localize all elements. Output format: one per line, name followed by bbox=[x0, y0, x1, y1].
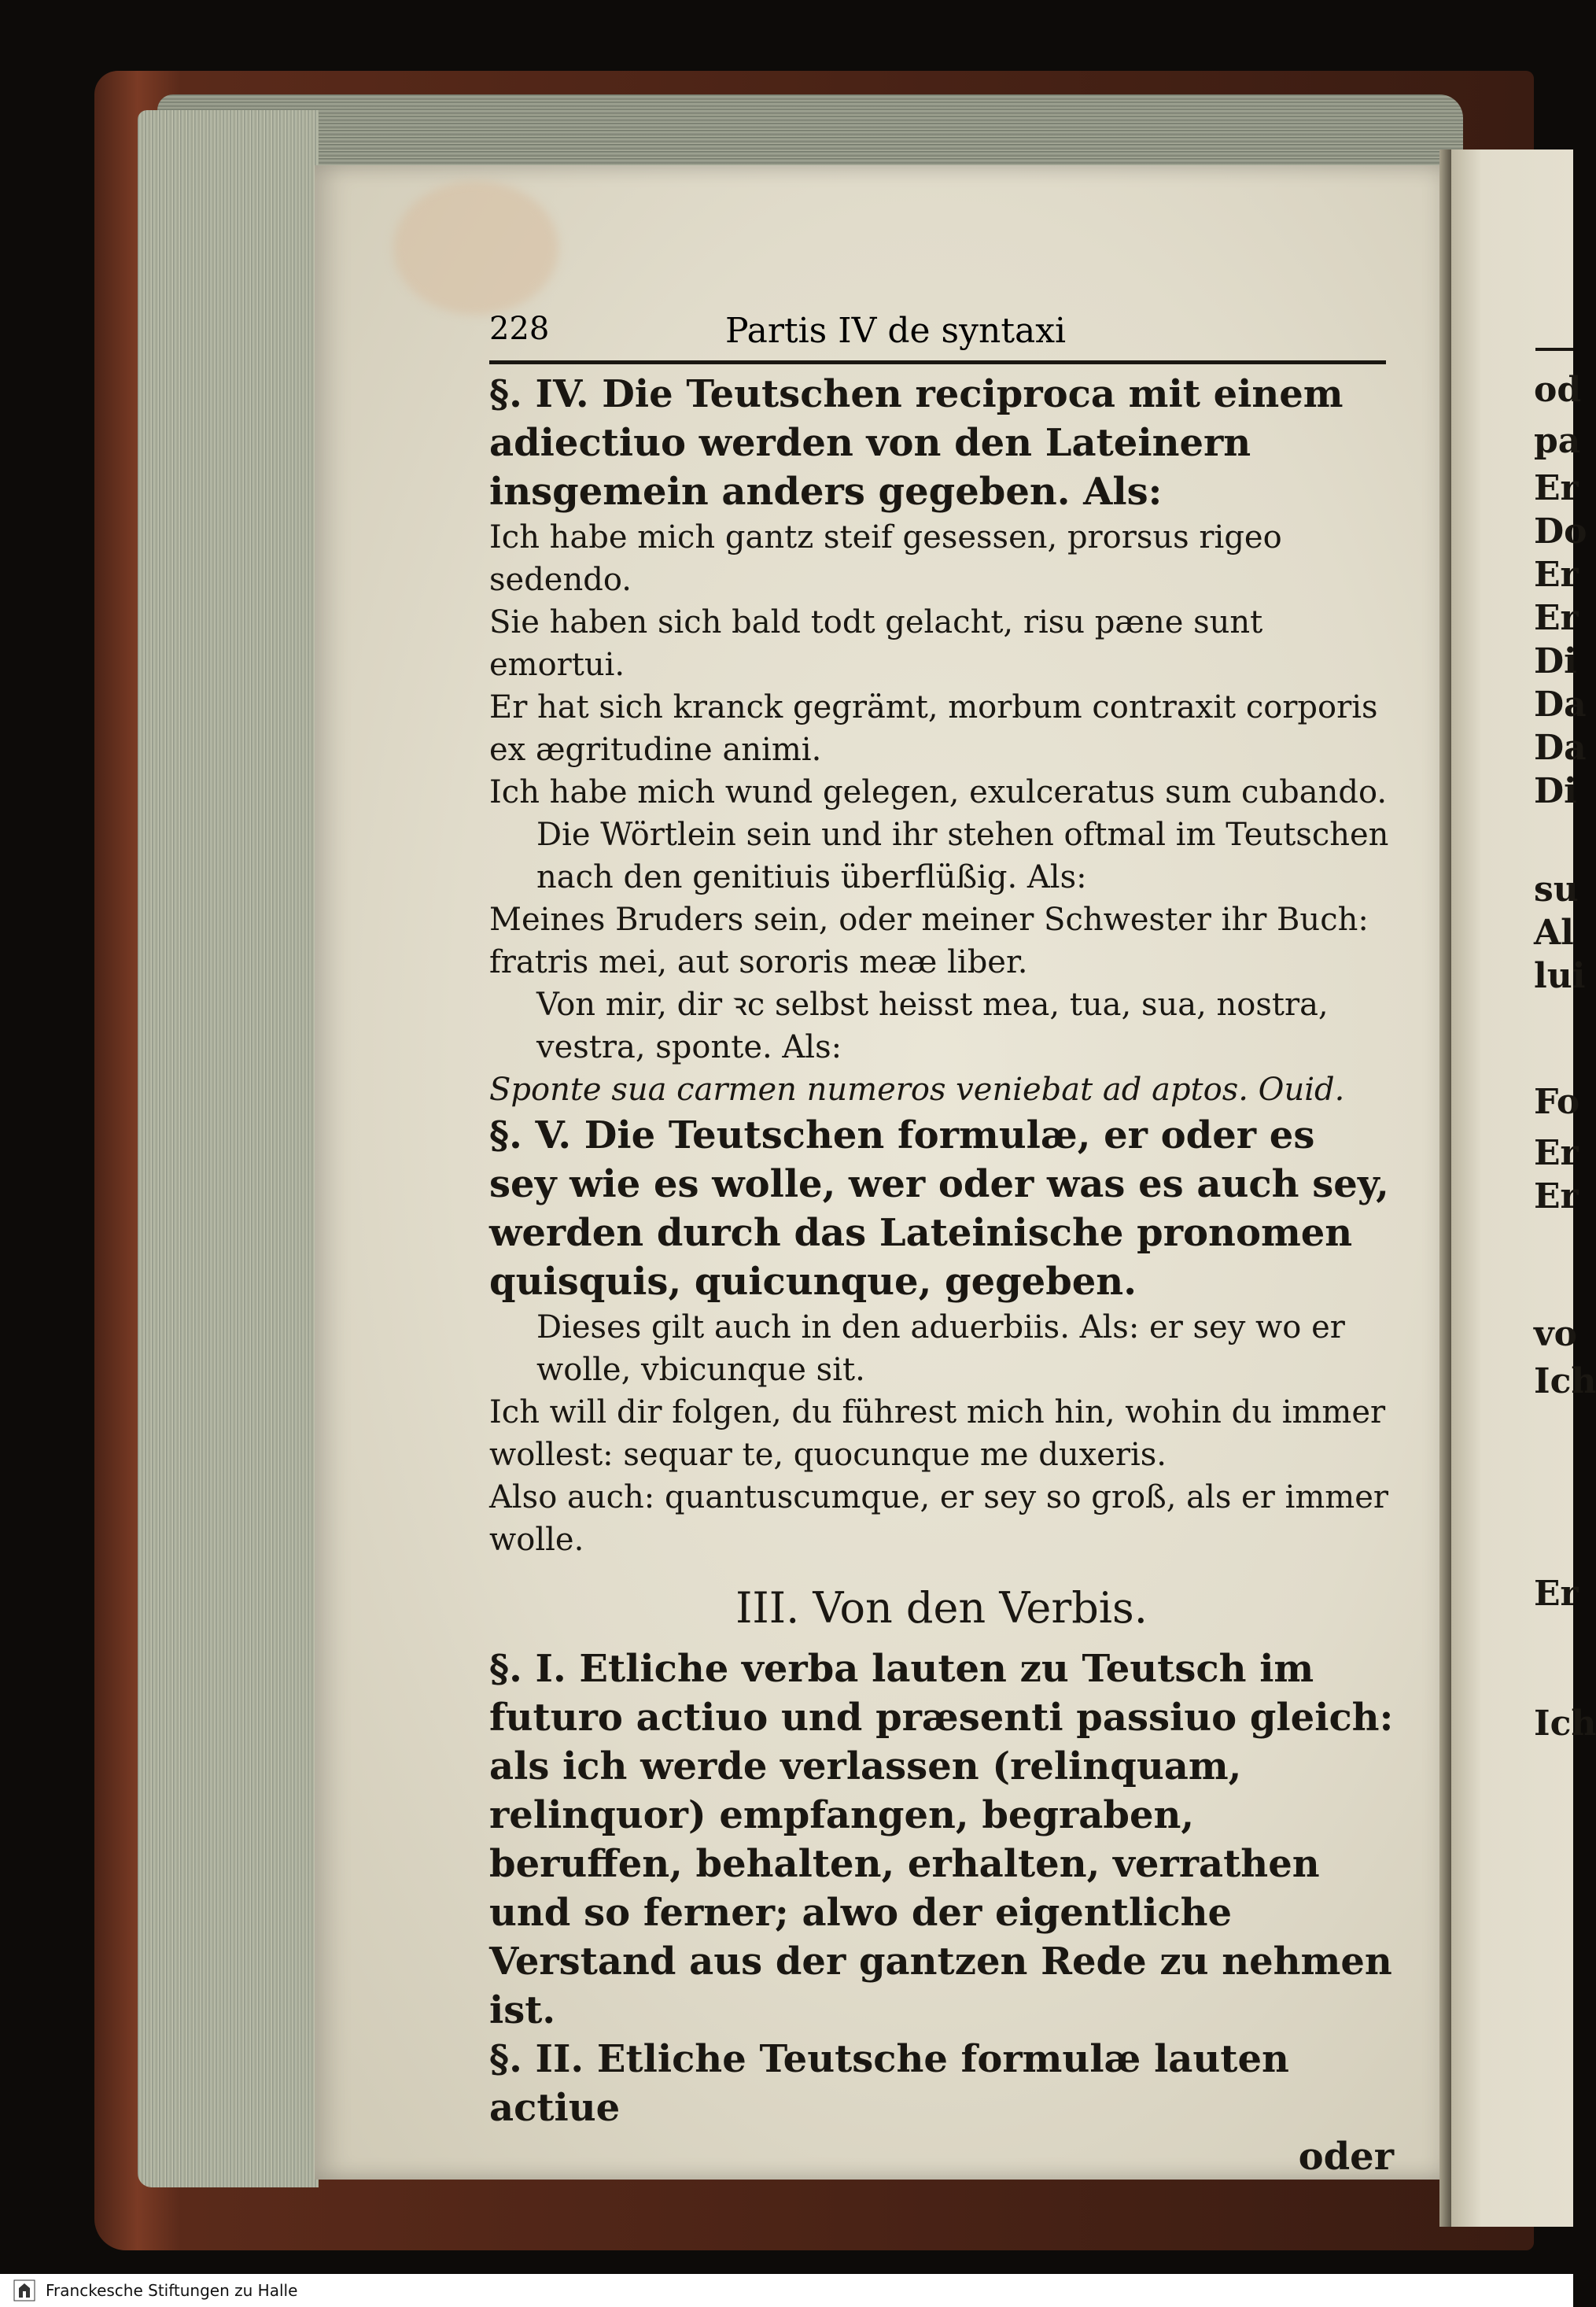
institution-logo-icon bbox=[13, 2279, 36, 2302]
right-page-fragment: Ich bbox=[1534, 1703, 1596, 1744]
note-paragraph: Dieses gilt auch in den aduerbiis. Als: er sey wo er wolle, vbicunque sit. bbox=[536, 1309, 1345, 1388]
chapter-section-i: §. I. Etliche verba lauten zu Teutsch im futuro actiuo und præsenti passiuo gleich: als ich werde verlassen (relinquam, relinquor) empfangen, begraben, beruffen, behalten, erhalten, verrathen und so ferner; alwo der eigentliche Verstand aus der gantzen Rede zu nehmen ist. bbox=[489, 1647, 1394, 2032]
page-stack-top bbox=[157, 94, 1463, 169]
chapter-heading: III. Von den Verbis. bbox=[735, 1583, 1148, 1633]
right-page-fragment: Di bbox=[1534, 771, 1577, 811]
right-page-fragment: su bbox=[1534, 869, 1579, 910]
example-line: Ich habe mich wund gelegen, exulceratus sum cubando. bbox=[489, 774, 1388, 810]
right-page-fragment: Al bbox=[1534, 913, 1574, 953]
right-page-rule bbox=[1535, 348, 1573, 351]
right-page-fragment: lui bbox=[1534, 956, 1586, 996]
right-page-fragment: Fo bbox=[1534, 1082, 1580, 1122]
page-number: 228 bbox=[489, 311, 550, 347]
example-line: Sie haben sich bald todt gelacht, risu pæne sunt emortui. bbox=[489, 604, 1263, 683]
right-page-fragment: Di bbox=[1534, 641, 1577, 681]
note-paragraph: Von mir, dir ꝛc selbst heisst mea, tua, sua, nostra, vestra, sponte. Als: bbox=[536, 987, 1329, 1065]
example-line: Ich habe mich gantz steif gesessen, prorsus rigeo sedendo. bbox=[489, 519, 1282, 598]
page-body bbox=[489, 370, 1394, 2181]
page-header bbox=[489, 311, 1386, 358]
catchword: oder bbox=[1298, 2135, 1394, 2179]
quotation-line: Sponte sua carmen numeros veniebat ad aptos. Ouid. bbox=[489, 1072, 1345, 1108]
right-page-fragment: Er bbox=[1534, 1133, 1579, 1173]
right-page-fragment: vo bbox=[1534, 1314, 1577, 1354]
right-page-fragment: Er bbox=[1534, 1574, 1579, 1614]
section-iv-title: §. IV. Die Teutschen reciproca mit einem adiectiuo werden von den Lateinern insgemein anders gegeben. Als: bbox=[489, 372, 1344, 514]
right-page-fragment: od bbox=[1534, 370, 1582, 410]
chapter-section-ii: §. II. Etliche Teutsche formulæ lauten actiue bbox=[489, 2037, 1289, 2130]
right-page-fragment: Ich bbox=[1534, 1361, 1596, 1401]
right-page-fragment: Er bbox=[1534, 598, 1579, 638]
example-line: Ich will dir folgen, du führest mich hin, wohin du immer wollest: sequar te, quocunque me duxeris. bbox=[489, 1394, 1386, 1473]
right-page-fragment: Er bbox=[1534, 1176, 1579, 1216]
page-stack-side bbox=[138, 110, 319, 2187]
example-line: Meines Bruders sein, oder meiner Schwester ihr Buch: fratris mei, aut sororis meæ liber. bbox=[489, 902, 1369, 980]
example-line: Also auch: quantuscumque, er sey so groß, als er immer wolle. bbox=[489, 1479, 1389, 1558]
header-rule bbox=[489, 360, 1386, 364]
right-page-fragment: pa bbox=[1534, 421, 1581, 461]
footer-institution: Franckesche Stiftungen zu Halle bbox=[46, 2281, 298, 2300]
running-title: Partis IV de syntaxi bbox=[725, 311, 1067, 351]
right-page-fragment: Da bbox=[1534, 685, 1587, 725]
right-page-fragment: Da bbox=[1534, 728, 1587, 768]
section-v-title: §. V. Die Teutschen formulæ, er oder es sey wie es wolle, wer oder was es auch sey, werden durch das Lateinische pronomen quisquis, quicunque, gegeben. bbox=[489, 1113, 1389, 1304]
page-stain bbox=[393, 181, 558, 315]
right-page-fragment: Er bbox=[1534, 468, 1579, 508]
footer-bar bbox=[0, 2274, 1573, 2307]
right-page-fragment: Er bbox=[1534, 555, 1579, 595]
right-page-fragment: Do bbox=[1534, 511, 1587, 552]
example-line: Er hat sich kranck gegrämt, morbum contraxit corporis ex ægritudine animi. bbox=[489, 689, 1378, 768]
note-paragraph: Die Wörtlein sein und ihr stehen oftmal im Teutschen nach den genitiuis überflüßig. Als: bbox=[536, 817, 1389, 895]
